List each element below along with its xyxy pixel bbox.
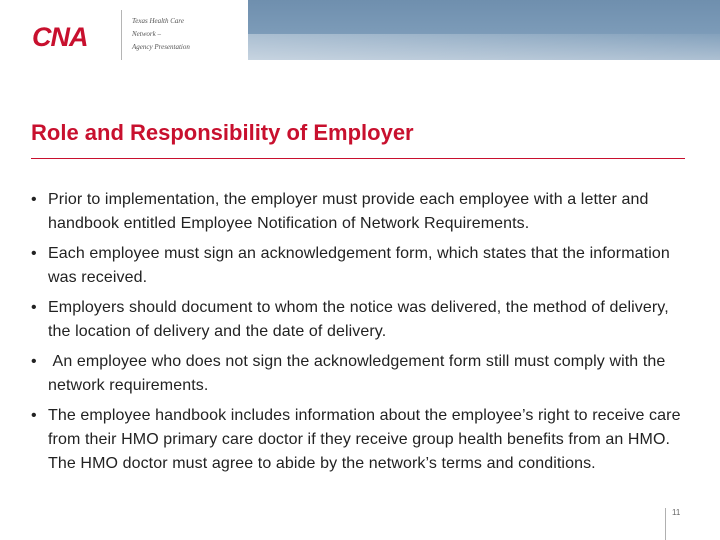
bullet-item <box>31 350 691 398</box>
bullet-text: An employee who does not sign the acknowledgement form still must comply with the network requirements. <box>48 353 670 394</box>
bullet-dot: • <box>31 407 37 424</box>
slide-title: Role and Responsibility of Employer <box>31 120 414 145</box>
header-tagline <box>132 15 190 54</box>
header-band-highlight <box>248 34 720 60</box>
page-number-divider <box>665 508 666 540</box>
bullet-text: The employee handbook includes information about the employee’s right to receive care from their HMO primary care doctor if they receive group health benefits from an HMO. The HMO doctor must agree to abide by the network’s terms and conditions. <box>48 407 681 472</box>
bullet-dot: • <box>31 191 37 208</box>
bullet-item <box>31 404 691 476</box>
title-underline <box>31 158 685 159</box>
bullet-item <box>31 242 691 290</box>
page-number: 11 <box>672 508 681 517</box>
logo-divider <box>121 10 122 60</box>
bullet-item <box>31 188 691 236</box>
bullet-item <box>31 296 691 344</box>
bullet-dot: • <box>31 353 37 370</box>
logo-text: CNA <box>32 22 88 52</box>
bullet-dot: • <box>31 299 37 316</box>
bullet-text: Prior to implementation, the employer must provide each employee with a letter and handbook entitled Employee Notification of Network Requirements. <box>48 191 649 232</box>
bullet-dot: • <box>31 245 37 262</box>
tagline-line-1: Texas Health Care <box>132 17 184 25</box>
bullet-list <box>31 188 691 482</box>
bullet-text: Each employee must sign an acknowledgement form, which states that the information was received. <box>48 245 670 286</box>
cna-logo <box>32 22 112 52</box>
bullet-text: Employers should document to whom the notice was delivered, the method of delivery, the location of delivery and the date of delivery. <box>48 299 669 340</box>
tagline-line-2: Network – <box>132 30 161 38</box>
tagline-line-3: Agency Presentation <box>132 43 190 51</box>
